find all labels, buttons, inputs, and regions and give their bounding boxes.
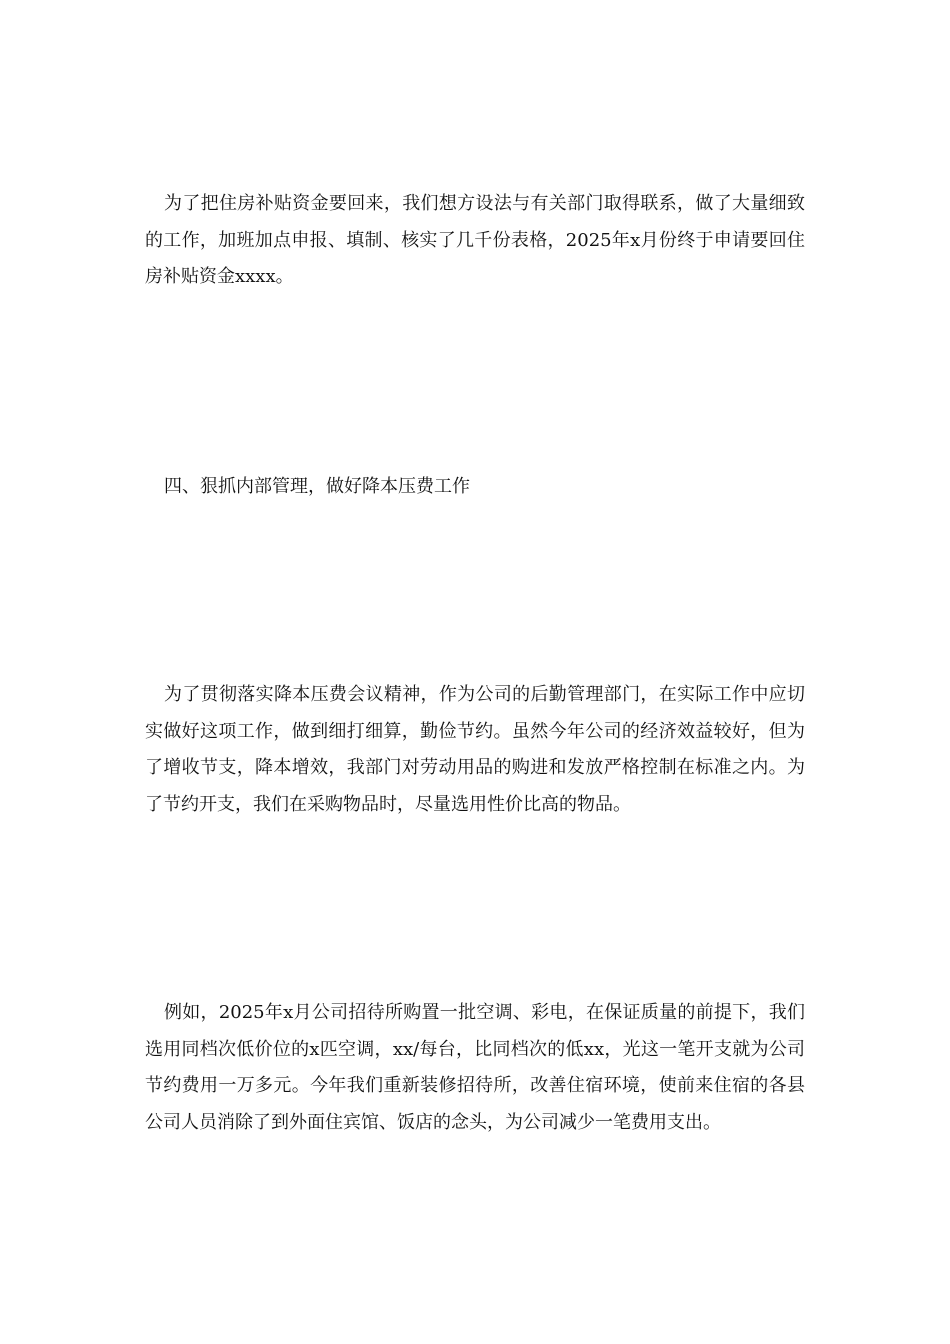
section-heading-four: 四、狠抓内部管理，做好降本压费工作 xyxy=(164,476,470,497)
paragraph-example: 例如，2025年x月公司招待所购置一批空调、彩电，在保证质量的前提下，我们选用同档次低价位的x匹空调，xx/每台，比同档次的低xx，光这一笔开支就为公司节约费用一万多元。今年我们重新装修招待所，改善住宿环境，使前来住宿的各县公司人员消除了到外面住宾馆、饭店的念头，为公司减少一笔费用支出。 xyxy=(145,1002,805,1133)
paragraph-housing-subsidy: 为了把住房补贴资金要回来，我们想方设法与有关部门取得联系，做了大量细致的工作，加班加点申报、填制、核实了几千份表格，2025年x月份终于申请要回住房补贴资金xxxx。 xyxy=(145,193,805,287)
paragraph-cost-reduction: 为了贯彻落实降本压费会议精神，作为公司的后勤管理部门，在实际工作中应切实做好这项工作，做到细打细算，勤俭节约。虽然今年公司的经济效益较好，但为了增收节支，降本增效，我部门对劳动用品的购进和发放严格控制在标准之内。为了节约开支，我们在采购物品时，尽量选用性价比高的物品。 xyxy=(145,684,805,815)
